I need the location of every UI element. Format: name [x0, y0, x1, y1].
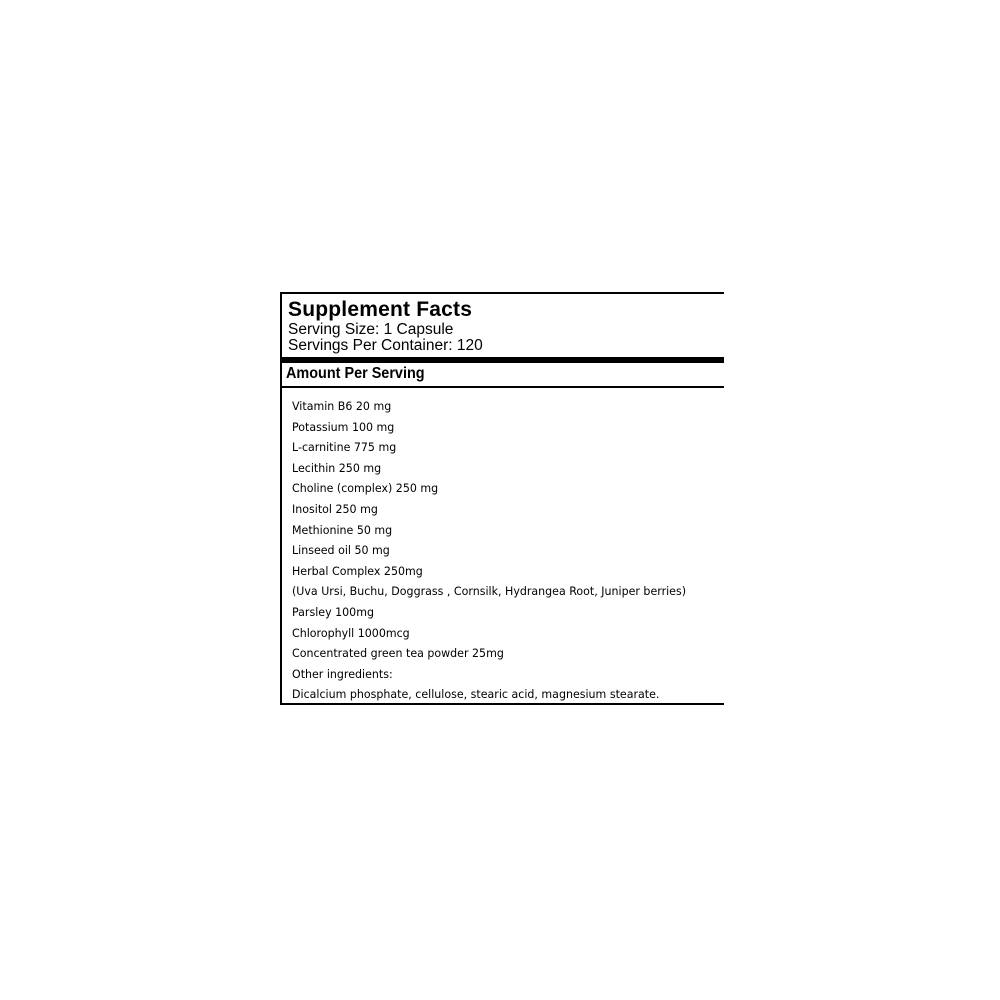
ingredient-item: (Uva Ursi, Buchu, Doggrass , Cornsilk, Hydrangea Root, Juniper berries) [292, 584, 687, 599]
ingredient-item: Vitamin B6 20 mg [292, 399, 392, 413]
serving-size: Serving Size: 1 Capsule [288, 321, 454, 338]
ingredient-item: Inositol 250 mg [292, 501, 378, 516]
label-title: Supplement Facts [288, 298, 473, 321]
ingredient-item: Potassium 100 mg [292, 419, 395, 434]
ingredient-item: Chlorophyll 1000mcg [292, 625, 410, 640]
ingredient-item: Parsley 100mg [292, 604, 374, 619]
ingredient-item: Methionine 50 mg [292, 522, 393, 537]
ingredient-item: Lecithin 250 mg [292, 460, 382, 475]
thick-divider [282, 357, 724, 363]
ingredient-item: L-carnitine 775 mg [292, 440, 397, 455]
ingredient-item: Linseed oil 50 mg [292, 543, 390, 558]
ingredient-item: Concentrated green tea powder 25mg [292, 646, 504, 661]
amount-per-serving-header: Amount Per Serving [286, 365, 425, 382]
other-ingredients-heading: Other ingredients: [292, 666, 393, 681]
ingredient-list [292, 396, 702, 705]
ingredient-item: Choline (complex) 250 mg [292, 481, 439, 496]
supplement-facts-label [280, 292, 724, 705]
thin-divider [282, 386, 724, 388]
ingredient-item: Herbal Complex 250mg [292, 563, 423, 578]
servings-per-container: Servings Per Container: 120 [288, 337, 483, 354]
other-ingredients-list: Dicalcium phosphate, cellulose, stearic acid, magnesium stearate. [292, 687, 660, 702]
